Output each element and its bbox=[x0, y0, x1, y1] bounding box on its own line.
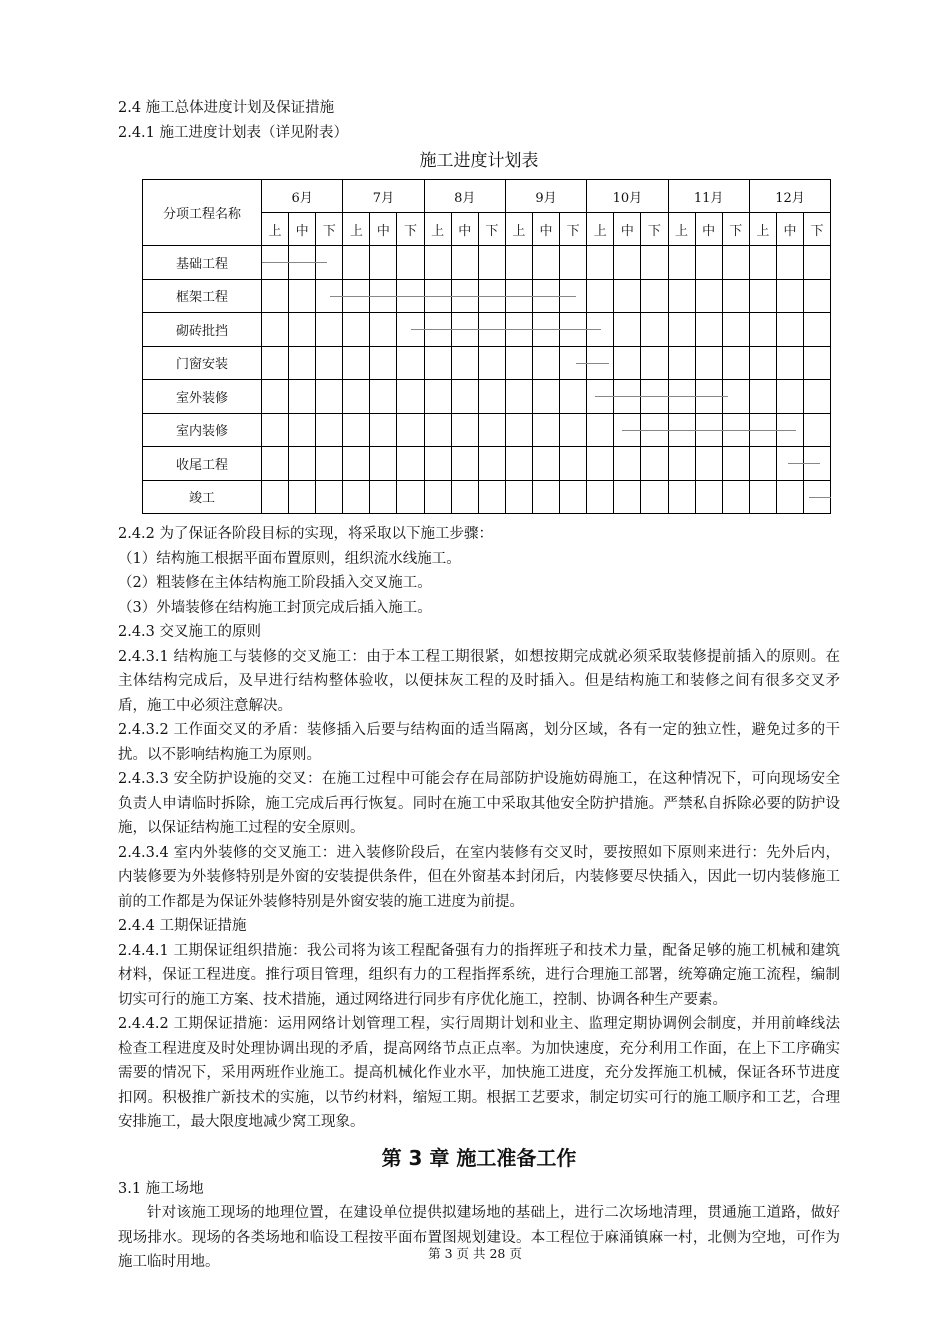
schedule-cell bbox=[478, 413, 505, 447]
schedule-cell bbox=[722, 413, 749, 447]
schedule-cell bbox=[289, 279, 316, 313]
schedule-cell bbox=[370, 447, 397, 481]
schedule-cell bbox=[668, 279, 695, 313]
task-name: 竣工 bbox=[143, 480, 262, 514]
schedule-cell bbox=[668, 246, 695, 280]
period-header: 下 bbox=[560, 213, 587, 246]
period-header: 中 bbox=[370, 213, 397, 246]
table-row bbox=[143, 480, 831, 514]
schedule-cell bbox=[316, 413, 343, 447]
schedule-cell bbox=[587, 246, 614, 280]
schedule-cell bbox=[424, 480, 451, 514]
month-header: 6月 bbox=[262, 180, 343, 213]
schedule-table bbox=[142, 179, 831, 514]
schedule-cell bbox=[587, 413, 614, 447]
schedule-cell bbox=[505, 447, 532, 481]
schedule-cell bbox=[614, 279, 641, 313]
schedule-cell bbox=[289, 313, 316, 347]
section-heading-2-4-4: 2.4.4 工期保证措施 bbox=[118, 918, 247, 934]
schedule-cell bbox=[532, 413, 559, 447]
step-item: （3）外墙装修在结构施工封顶完成后插入施工。 bbox=[118, 599, 432, 616]
period-header: 上 bbox=[262, 213, 289, 246]
task-name: 框架工程 bbox=[143, 279, 262, 313]
schedule-cell bbox=[587, 447, 614, 481]
schedule-cell bbox=[776, 313, 803, 347]
schedule-cell bbox=[804, 346, 831, 380]
period-header: 中 bbox=[289, 213, 316, 246]
schedule-cell bbox=[451, 346, 478, 380]
column-header-task-name: 分项工程名称 bbox=[143, 180, 262, 246]
schedule-cell bbox=[641, 346, 668, 380]
schedule-cell bbox=[505, 313, 532, 347]
schedule-cell bbox=[370, 279, 397, 313]
schedule-cell bbox=[262, 480, 289, 514]
schedule-cell bbox=[587, 346, 614, 380]
period-header: 中 bbox=[532, 213, 559, 246]
schedule-cell bbox=[424, 413, 451, 447]
schedule-cell bbox=[749, 413, 776, 447]
section-heading-2-4-1: 2.4.1 施工进度计划表（详见附表） bbox=[118, 124, 349, 141]
task-name: 砌砖批挡 bbox=[143, 313, 262, 347]
period-header: 上 bbox=[749, 213, 776, 246]
schedule-cell bbox=[804, 447, 831, 481]
schedule-cell bbox=[641, 313, 668, 347]
schedule-cell bbox=[722, 346, 749, 380]
month-header: 9月 bbox=[505, 180, 586, 213]
schedule-cell bbox=[776, 413, 803, 447]
schedule-cell bbox=[722, 279, 749, 313]
schedule-cell bbox=[262, 346, 289, 380]
schedule-cell bbox=[343, 480, 370, 514]
paragraph-2-4-4-1: 2.4.4.1 工期保证组织措施：我公司将为该工程配备强有力的指挥班子和技术力量，配备足够的施工机械和建筑材料，保证工程进度。推行项目管理，组织有力的工程指挥系统，进行合理施工部署，统筹确定施工流程，编制切实可行的施工方案、技术措施，通过网络进行同步有序优化施工，控制、协调各种生产要素。 bbox=[118, 942, 840, 1008]
period-header: 下 bbox=[722, 213, 749, 246]
schedule-cell bbox=[505, 380, 532, 414]
schedule-cell bbox=[478, 447, 505, 481]
schedule-cell bbox=[776, 279, 803, 313]
schedule-cell bbox=[587, 380, 614, 414]
schedule-cell bbox=[532, 380, 559, 414]
period-header: 中 bbox=[451, 213, 478, 246]
schedule-cell bbox=[614, 413, 641, 447]
schedule-cell bbox=[695, 480, 722, 514]
schedule-cell bbox=[343, 279, 370, 313]
schedule-cell bbox=[397, 279, 424, 313]
schedule-cell bbox=[749, 447, 776, 481]
schedule-cell bbox=[749, 480, 776, 514]
section-heading-2-4-3: 2.4.3 交叉施工的原则 bbox=[118, 624, 262, 640]
schedule-cell bbox=[451, 447, 478, 481]
task-name: 收尾工程 bbox=[143, 447, 262, 481]
schedule-cell bbox=[316, 447, 343, 481]
schedule-cell bbox=[343, 413, 370, 447]
schedule-cell bbox=[397, 480, 424, 514]
schedule-cell bbox=[289, 246, 316, 280]
schedule-cell bbox=[695, 380, 722, 414]
schedule-cell bbox=[262, 413, 289, 447]
step-item: （1）结构施工根据平面布置原则，组织流水线施工。 bbox=[118, 550, 461, 567]
schedule-cell bbox=[532, 480, 559, 514]
period-header: 下 bbox=[804, 213, 831, 246]
schedule-cell bbox=[424, 346, 451, 380]
schedule-cell bbox=[397, 346, 424, 380]
schedule-cell bbox=[560, 413, 587, 447]
schedule-cell bbox=[560, 380, 587, 414]
schedule-cell bbox=[316, 380, 343, 414]
schedule-cell bbox=[262, 313, 289, 347]
schedule-cell bbox=[722, 313, 749, 347]
schedule-cell bbox=[532, 313, 559, 347]
period-header: 上 bbox=[505, 213, 532, 246]
task-name: 室外装修 bbox=[143, 380, 262, 414]
schedule-cell bbox=[532, 346, 559, 380]
schedule-cell bbox=[343, 346, 370, 380]
schedule-cell bbox=[695, 346, 722, 380]
schedule-cell bbox=[722, 246, 749, 280]
schedule-cell bbox=[289, 480, 316, 514]
step-item: （2）粗装修在主体结构施工阶段插入交叉施工。 bbox=[118, 575, 432, 591]
schedule-cell bbox=[695, 413, 722, 447]
schedule-cell bbox=[343, 246, 370, 280]
month-header: 12月 bbox=[749, 180, 830, 213]
schedule-cell bbox=[505, 413, 532, 447]
schedule-cell bbox=[722, 380, 749, 414]
schedule-cell bbox=[560, 279, 587, 313]
period-header: 下 bbox=[397, 213, 424, 246]
chapter-3-title: 第 3 章 施工准备工作 bbox=[381, 1145, 577, 1170]
schedule-cell bbox=[749, 380, 776, 414]
schedule-cell bbox=[262, 380, 289, 414]
schedule-cell bbox=[641, 413, 668, 447]
schedule-cell bbox=[532, 246, 559, 280]
schedule-cell bbox=[776, 380, 803, 414]
schedule-cell bbox=[668, 380, 695, 414]
period-header: 中 bbox=[614, 213, 641, 246]
schedule-cell bbox=[451, 279, 478, 313]
schedule-cell bbox=[451, 313, 478, 347]
schedule-cell bbox=[397, 380, 424, 414]
schedule-cell bbox=[370, 413, 397, 447]
schedule-cell bbox=[804, 313, 831, 347]
schedule-cell bbox=[804, 413, 831, 447]
paragraph-2-4-4-2: 2.4.4.2 工期保证措施：运用网络计划管理工程，实行周期计划和业主、监理定期协调例会制度，并用前峰线法检查工程进度及时处理协调出现的矛盾，提高网络节点正点率。为加快速度，充分利用工作面，在上下工序确实需要的情况下，采用两班作业施工。提高机械化作业水平，加快施工进度，充分发挥施工机械，保证各环节进度扣网。积极推广新技术的实施，以节约材料，缩短工期。根据工艺要求，制定切实可行的施工顺序和工艺，合理安排施工，最大限度地减少窝工现象。 bbox=[118, 1016, 840, 1130]
table-row bbox=[143, 447, 831, 481]
paragraph-2-4-3-3: 2.4.3.3 安全防护设施的交叉：在施工过程中可能会存在局部防护设施妨碍施工，在这种情况下，可向现场安全负责人申请临时拆除，施工完成后再行恢复。同时在施工中采取其他安全防护措施。严禁私自拆除必要的防护设施，以保证结构施工过程的安全原则。 bbox=[118, 771, 840, 836]
schedule-cell bbox=[560, 313, 587, 347]
period-header: 下 bbox=[316, 213, 343, 246]
schedule-cell bbox=[749, 279, 776, 313]
schedule-cell bbox=[505, 246, 532, 280]
schedule-cell bbox=[532, 279, 559, 313]
schedule-cell bbox=[668, 447, 695, 481]
schedule-cell bbox=[804, 279, 831, 313]
schedule-cell bbox=[370, 246, 397, 280]
schedule-cell bbox=[505, 346, 532, 380]
schedule-cell bbox=[614, 480, 641, 514]
paragraph-2-4-3-1: 2.4.3.1 结构施工与装修的交叉施工：由于本工程工期很紧，如想按期完成就必须采取装修提前插入的原则。在主体结构完成后，及早进行结构整体验收，以便抹灰工程的及时插入。但是结构施工和装修之间有很多交叉矛盾，施工中必须注意解决。 bbox=[118, 648, 840, 714]
schedule-cell bbox=[668, 480, 695, 514]
schedule-cell bbox=[614, 246, 641, 280]
month-header: 8月 bbox=[424, 180, 505, 213]
section-heading-2-4: 2.4 施工总体进度计划及保证措施 bbox=[118, 100, 335, 116]
table-row bbox=[143, 346, 831, 380]
schedule-cell bbox=[695, 313, 722, 347]
schedule-table-title: 施工进度计划表 bbox=[419, 151, 539, 171]
schedule-cell bbox=[776, 480, 803, 514]
task-name: 门窗安装 bbox=[143, 346, 262, 380]
period-header: 中 bbox=[776, 213, 803, 246]
schedule-cell bbox=[478, 313, 505, 347]
schedule-cell bbox=[478, 279, 505, 313]
schedule-cell bbox=[560, 346, 587, 380]
schedule-cell bbox=[668, 346, 695, 380]
paragraph-2-4-3-2: 2.4.3.2 工作面交叉的矛盾：装修插入后要与结构面的适当隔离，划分区域，各有一定的独立性，避免过多的干扰。以不影响结构施工为原则。 bbox=[118, 722, 840, 763]
schedule-cell bbox=[776, 346, 803, 380]
table-row bbox=[143, 413, 831, 447]
schedule-cell bbox=[289, 413, 316, 447]
schedule-cell bbox=[262, 447, 289, 481]
schedule-cell bbox=[343, 380, 370, 414]
schedule-cell bbox=[424, 246, 451, 280]
schedule-cell bbox=[289, 380, 316, 414]
schedule-cell bbox=[316, 480, 343, 514]
schedule-cell bbox=[397, 246, 424, 280]
month-header: 10月 bbox=[587, 180, 668, 213]
schedule-cell bbox=[614, 346, 641, 380]
schedule-cell bbox=[451, 413, 478, 447]
schedule-cell bbox=[478, 380, 505, 414]
schedule-table-wrapper bbox=[118, 179, 840, 514]
schedule-cell bbox=[505, 279, 532, 313]
period-header: 下 bbox=[478, 213, 505, 246]
document-page bbox=[118, 96, 840, 1275]
table-row bbox=[143, 313, 831, 347]
schedule-cell bbox=[343, 313, 370, 347]
schedule-cell bbox=[614, 447, 641, 481]
schedule-cell bbox=[587, 313, 614, 347]
schedule-cell bbox=[397, 413, 424, 447]
schedule-cell bbox=[641, 380, 668, 414]
schedule-cell bbox=[289, 346, 316, 380]
schedule-cell bbox=[587, 480, 614, 514]
schedule-cell bbox=[370, 346, 397, 380]
section-heading-3-1: 3.1 施工场地 bbox=[118, 1180, 204, 1197]
schedule-cell bbox=[587, 279, 614, 313]
schedule-cell bbox=[370, 313, 397, 347]
schedule-cell bbox=[722, 447, 749, 481]
schedule-cell bbox=[776, 447, 803, 481]
schedule-cell bbox=[451, 480, 478, 514]
paragraph-3-1: 针对该施工现场的地理位置，在建设单位提供拟建场地的基础上，进行二次场地清理，贯通施工道路，做好现场排水。现场的各类场地和临设工程按平面布置图规划建设。本工程位于麻涌镇麻一村，北侧为空地，可作为施工临时用地。 bbox=[118, 1205, 840, 1270]
schedule-cell bbox=[749, 313, 776, 347]
period-header: 上 bbox=[424, 213, 451, 246]
period-header: 上 bbox=[343, 213, 370, 246]
schedule-cell bbox=[722, 480, 749, 514]
section-heading-2-4-2: 2.4.2 为了保证各阶段目标的实现，将采取以下施工步骤： bbox=[118, 526, 494, 542]
schedule-cell bbox=[289, 447, 316, 481]
schedule-cell bbox=[262, 246, 289, 280]
schedule-cell bbox=[424, 447, 451, 481]
schedule-cell bbox=[560, 447, 587, 481]
schedule-cell bbox=[804, 246, 831, 280]
schedule-cell bbox=[370, 380, 397, 414]
schedule-cell bbox=[316, 246, 343, 280]
schedule-cell bbox=[343, 447, 370, 481]
schedule-cell bbox=[749, 346, 776, 380]
schedule-cell bbox=[560, 246, 587, 280]
table-row bbox=[143, 246, 831, 280]
month-header: 7月 bbox=[343, 180, 424, 213]
schedule-cell bbox=[478, 346, 505, 380]
schedule-cell bbox=[316, 313, 343, 347]
task-name: 室内装修 bbox=[143, 413, 262, 447]
task-name: 基础工程 bbox=[143, 246, 262, 280]
period-header: 下 bbox=[641, 213, 668, 246]
schedule-cell bbox=[695, 279, 722, 313]
schedule-cell bbox=[695, 246, 722, 280]
schedule-cell bbox=[641, 279, 668, 313]
page-footer: 第 3 页 共 28 页 bbox=[428, 1246, 522, 1261]
schedule-cell bbox=[370, 480, 397, 514]
schedule-cell bbox=[695, 447, 722, 481]
schedule-cell bbox=[397, 447, 424, 481]
period-header: 上 bbox=[668, 213, 695, 246]
schedule-cell bbox=[505, 480, 532, 514]
schedule-cell bbox=[560, 480, 587, 514]
schedule-cell bbox=[641, 246, 668, 280]
table-row bbox=[143, 279, 831, 313]
schedule-cell bbox=[316, 279, 343, 313]
schedule-cell bbox=[641, 447, 668, 481]
schedule-cell bbox=[641, 480, 668, 514]
schedule-cell bbox=[614, 313, 641, 347]
schedule-cell bbox=[451, 246, 478, 280]
schedule-cell bbox=[668, 313, 695, 347]
period-header: 中 bbox=[695, 213, 722, 246]
schedule-cell bbox=[397, 313, 424, 347]
schedule-cell bbox=[749, 246, 776, 280]
paragraph-2-4-3-4: 2.4.3.4 室内外装修的交叉施工：进入装修阶段后，在室内装修有交叉时，要按照如下原则来进行：先外后内，内装修要为外装修特别是外窗的安装提供条件，但在外窗基本封闭后，内装修要尽快插入，因此一切内装修施工前的工作都是为保证外装修特别是外窗安装的施工进度为前提。 bbox=[118, 844, 840, 910]
schedule-cell bbox=[424, 380, 451, 414]
schedule-cell bbox=[804, 480, 831, 514]
schedule-cell bbox=[316, 346, 343, 380]
schedule-cell bbox=[614, 380, 641, 414]
schedule-cell bbox=[451, 380, 478, 414]
schedule-cell bbox=[478, 480, 505, 514]
schedule-cell bbox=[424, 313, 451, 347]
schedule-cell bbox=[776, 246, 803, 280]
schedule-cell bbox=[424, 279, 451, 313]
schedule-cell bbox=[804, 380, 831, 414]
schedule-cell bbox=[532, 447, 559, 481]
month-header: 11月 bbox=[668, 180, 749, 213]
schedule-cell bbox=[478, 246, 505, 280]
period-header: 上 bbox=[587, 213, 614, 246]
table-row bbox=[143, 380, 831, 414]
schedule-cell bbox=[262, 279, 289, 313]
schedule-cell bbox=[668, 413, 695, 447]
